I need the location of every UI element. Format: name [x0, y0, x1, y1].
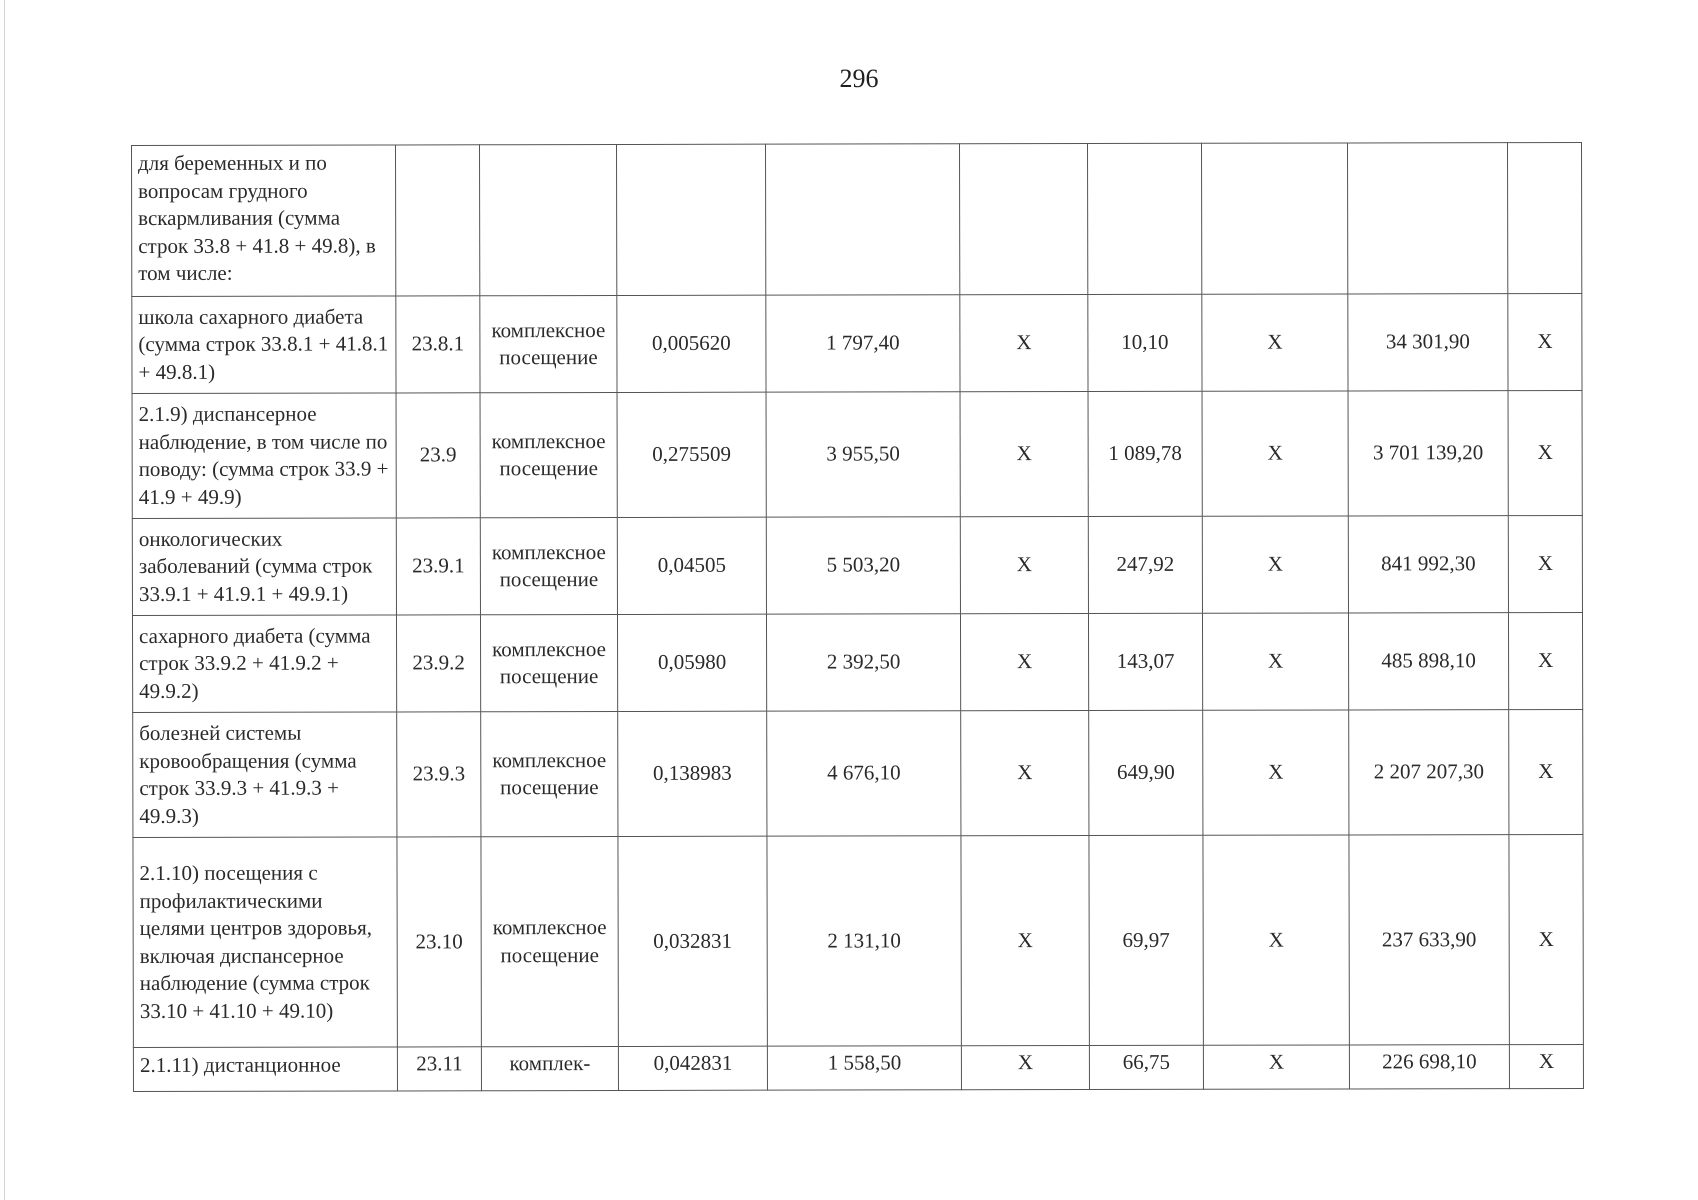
row-col10: X [1508, 612, 1582, 709]
row-name: школа сахарного диабета (сумма строк 33.8.1 + 41.8.1 + 49.8.1) [132, 296, 396, 394]
row-norm: 0,005620 [617, 295, 766, 392]
row-col10: X [1508, 515, 1582, 612]
row-col9: 34 301,90 [1348, 294, 1508, 391]
row-col8: X [1203, 710, 1349, 835]
row-col6: X [960, 294, 1088, 391]
row-code: 23.10 [397, 837, 481, 1047]
row-code: 23.11 [397, 1047, 481, 1091]
table-row [132, 390, 1582, 518]
row-col6: X [961, 835, 1089, 1045]
row-col10 [1507, 142, 1581, 293]
row-name: 2.1.10) посещения с профилактическими целями центров здоровья, включая диспансерное наблюдение (сумма строк 33.10 + 41.10 + 49.10) [133, 837, 397, 1048]
row-col10: X [1509, 1044, 1583, 1088]
row-col6: X [961, 1045, 1089, 1089]
row-name: 2.1.9) диспансерное наблюдение, в том числе по поводу: (сумма строк 33.9 + 41.9 + 49.9) [132, 393, 396, 519]
row-cost: 1 797,40 [766, 295, 960, 392]
row-col9: 485 898,10 [1348, 613, 1508, 710]
row-col6: X [960, 391, 1088, 516]
row-cost: 2 131,10 [767, 836, 961, 1046]
row-col7: 143,07 [1088, 613, 1202, 710]
row-col8: X [1202, 613, 1348, 710]
row-cost: 4 676,10 [767, 711, 961, 836]
row-cost: 1 558,50 [767, 1046, 961, 1090]
row-col7: 649,90 [1089, 710, 1203, 835]
row-name: 2.1.11) дистанционное [133, 1047, 397, 1092]
row-unit [480, 144, 617, 295]
row-col6: X [960, 516, 1088, 613]
row-col8: X [1202, 294, 1348, 391]
row-code: 23.9.3 [397, 712, 481, 837]
row-col10: X [1509, 709, 1583, 834]
row-norm: 0,138983 [618, 711, 767, 836]
row-col10: X [1508, 390, 1582, 515]
row-col8: X [1203, 1045, 1349, 1089]
row-col7: 10,10 [1088, 294, 1202, 391]
row-name: онкологических заболеваний (сумма строк 33.9.1 + 41.9.1 + 49.9.1) [132, 518, 396, 616]
table-row [133, 1044, 1583, 1091]
row-code: 23.9 [396, 393, 480, 518]
row-cost: 5 503,20 [766, 517, 960, 614]
row-norm: 0,032831 [618, 836, 767, 1046]
row-col6: X [960, 613, 1088, 710]
row-col8: X [1203, 835, 1349, 1045]
row-col7: 247,92 [1088, 516, 1202, 613]
table-row [132, 515, 1582, 615]
row-col9: 3 701 139,20 [1348, 391, 1508, 516]
row-unit: комплексное посещение [480, 392, 617, 517]
row-cost: 3 955,50 [766, 392, 960, 517]
row-norm: 0,04505 [617, 517, 766, 614]
row-col6 [959, 143, 1087, 294]
row-col8 [1201, 143, 1347, 294]
row-col7: 1 089,78 [1088, 391, 1202, 516]
row-unit: комплексное посещение [480, 517, 617, 614]
row-col6: X [961, 710, 1089, 835]
row-col7 [1087, 143, 1201, 294]
row-col9: 2 207 207,30 [1349, 710, 1509, 835]
row-unit: комплексное посещение [481, 836, 618, 1046]
row-col8: X [1202, 391, 1348, 516]
row-unit: комплексное посещение [481, 711, 618, 836]
row-name: болезней системы кровообращения (сумма строк 33.9.3 + 41.9.3 + 49.9.3) [133, 712, 397, 838]
table-row [132, 142, 1582, 296]
row-cost: 2 392,50 [766, 614, 960, 711]
row-code [396, 145, 480, 296]
row-code: 23.9.1 [396, 518, 480, 615]
row-col7: 69,97 [1089, 835, 1203, 1045]
row-name: для беременных и по вопросам грудного вскармливания (сумма строк 33.8 + 41.8 + 49.8), в том числе: [132, 145, 396, 297]
row-unit: комплексное посещение [480, 295, 617, 392]
row-col9: 841 992,30 [1348, 516, 1508, 613]
table-row [133, 709, 1583, 837]
row-cost [765, 144, 959, 295]
row-col9: 226 698,10 [1349, 1045, 1509, 1089]
row-name: сахарного диабета (сумма строк 33.9.2 + 41.9.2 + 49.9.2) [132, 615, 396, 713]
row-code: 23.9.2 [396, 615, 480, 712]
row-unit: комплексное посещение [480, 614, 617, 711]
row-col9: 237 633,90 [1349, 835, 1509, 1045]
row-norm [617, 144, 766, 295]
row-code: 23.8.1 [396, 296, 480, 393]
page-number: 296 [839, 64, 879, 93]
table-row [132, 612, 1582, 712]
row-col7: 66,75 [1089, 1045, 1203, 1089]
table-row [133, 834, 1583, 1047]
row-norm: 0,275509 [617, 392, 766, 517]
row-unit: комплек- [481, 1046, 618, 1090]
scan-edge-line [4, 0, 5, 1200]
row-norm: 0,042831 [618, 1046, 767, 1090]
table-row [132, 293, 1582, 393]
row-col8: X [1202, 516, 1348, 613]
row-col9 [1347, 143, 1507, 294]
data-table [131, 142, 1584, 1092]
row-col10: X [1508, 293, 1582, 390]
row-norm: 0,05980 [617, 614, 766, 711]
row-col10: X [1509, 834, 1583, 1044]
